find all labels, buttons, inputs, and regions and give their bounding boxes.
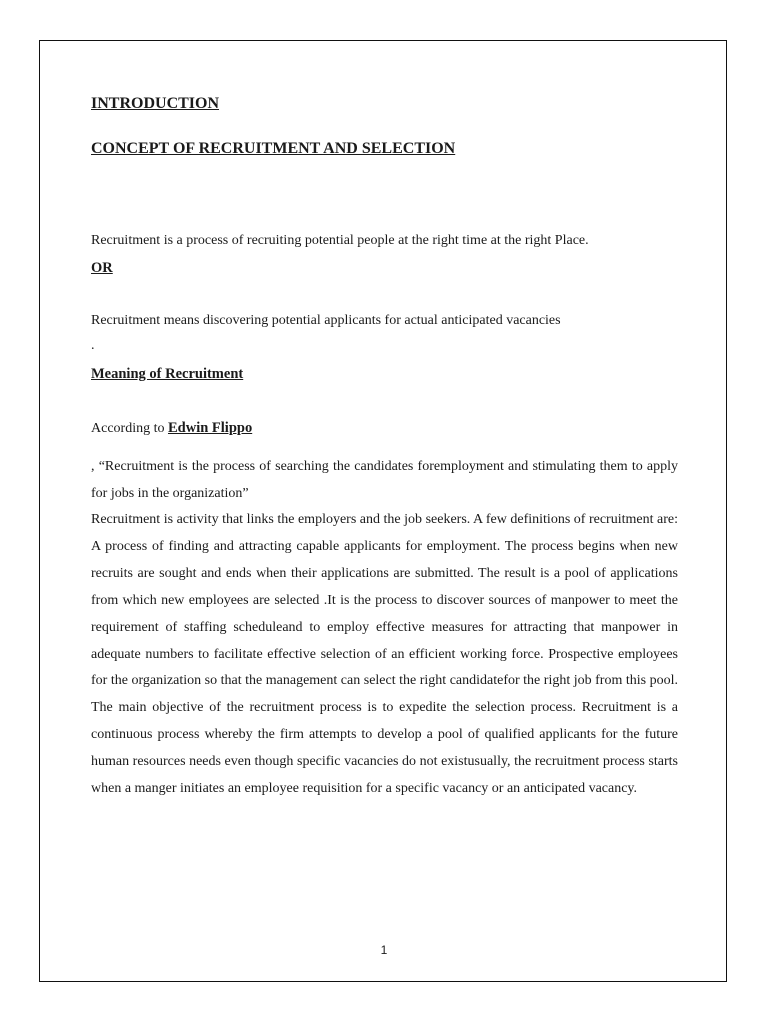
concept-heading: CONCEPT OF RECRUITMENT AND SELECTION xyxy=(91,140,456,157)
flippo-quote: , “Recruitment is the process of searching the candidates foremployment and stimulating them to apply for jobs in the organization” xyxy=(91,459,678,501)
definition-2: Recruitment means discovering potential applicants for actual anticipated vacancies xyxy=(91,313,561,328)
according-to-line xyxy=(91,418,252,439)
author-name: Edwin Flippo xyxy=(167,420,253,436)
according-to-text: According to xyxy=(91,421,168,436)
body-paragraph: Recruitment is activity that links the employers and the job seekers. A few definitions of recruitment are: A process of finding and attracting capable applicants for employment. The process begins when new recruits are sought and ends when their applications are submitted. The result is a pool of applications from which new employees are selected .It is the process to discover sources of manpower to meet the requirement of staffing scheduleand to employ effective measures for attracting that manpower in adequate numbers to facilitate effective selection of an efficient working force. Prospective employees for the organization so that the management can select the right candidatefor the right job from this pool. The main objective of the recruitment process is to expedite the selection process. Recruitment is a continuous process whereby the firm attempts to develop a pool of qualified applicants for the future human resources needs even though specific vacancies do not existusually, the recruitment process starts when a manger initiates an employee requisition for a specific vacancy or an anticipated vacancy. xyxy=(91,512,678,797)
or-label: OR xyxy=(91,260,113,276)
page-number: 1 xyxy=(380,943,388,957)
meaning-heading: Meaning of Recruitment xyxy=(91,366,244,382)
intro-heading: INTRODUCTION xyxy=(91,95,220,112)
definition-1: Recruitment is a process of recruiting potential people at the right time at the right Place. xyxy=(91,233,589,248)
trailing-dot: . xyxy=(91,338,95,353)
